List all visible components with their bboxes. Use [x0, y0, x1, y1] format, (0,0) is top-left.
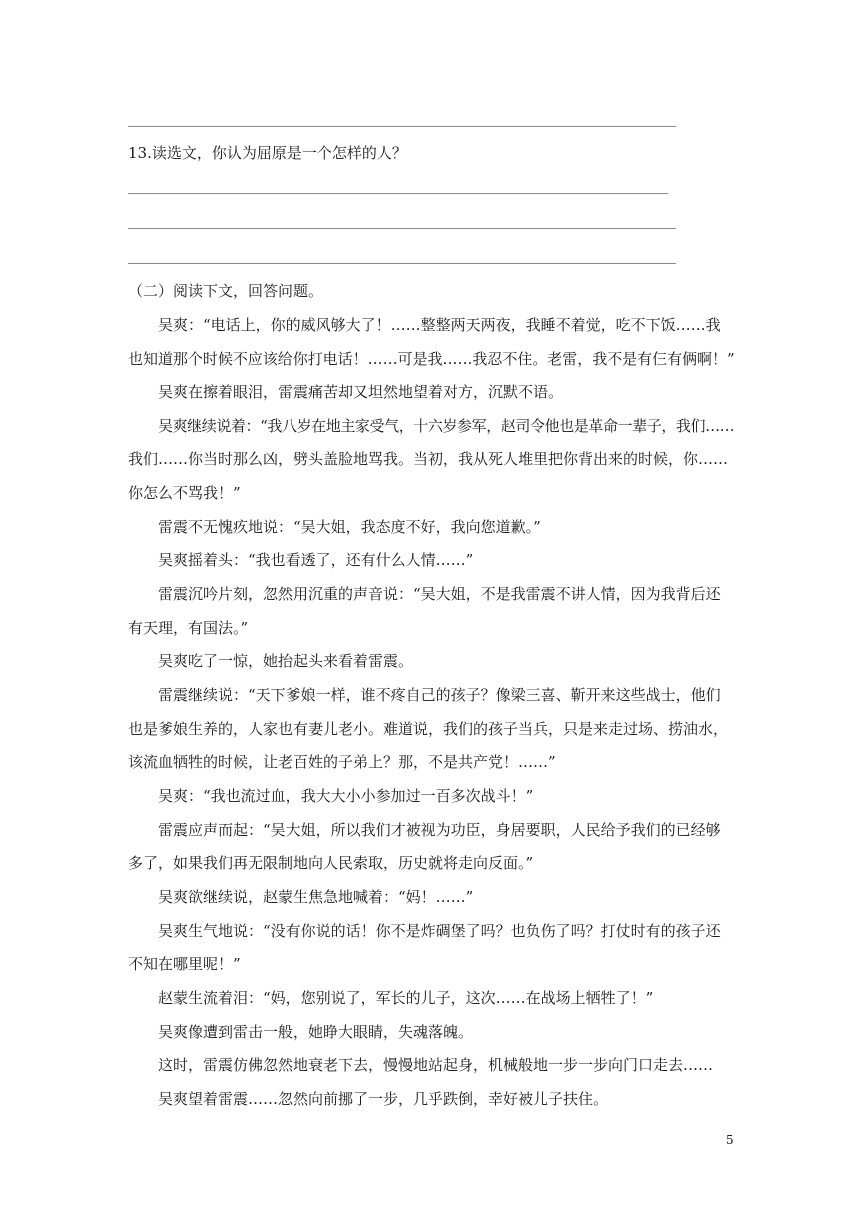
text-line: 也知道那个时候不应该给你打电话！……可是我……我忍不住。老雷，我不是有仨有俩啊！” [128, 350, 735, 368]
answer-line [128, 228, 676, 229]
section-heading: （二）阅读下文，回答问题。 [128, 282, 324, 300]
text-line: 你怎么不骂我！” [128, 484, 241, 502]
text-line: 雷震沉吟片刻，忽然用沉重的声音说：“吴大姐，不是我雷震不讲人情，因为我背后还 [158, 585, 721, 603]
text-line: 雷震继续说：“天下爹娘一样，谁不疼自己的孩子？像梁三喜、靳开来这些战士，他们 [158, 686, 721, 704]
text-line: 吴爽吃了一惊，她抬起头来看着雷震。 [158, 652, 414, 670]
text-line: 赵蒙生流着泪：“妈，您别说了，军长的儿子，这次……在战场上牺牲了！” [158, 989, 654, 1007]
text-line: 吴爽生气地说：“没有你说的话！你不是炸碉堡了吗？也负伤了吗？打仗时有的孩子还 [158, 922, 721, 940]
answer-line [128, 193, 668, 194]
text-line: 该流血牺牲的时候，让老百姓的子弟上？那，不是共产党！……” [128, 753, 556, 771]
text-line: 多了，如果我们再无限制地向人民索取，历史就将走向反面。” [128, 854, 534, 872]
text-line: 吴爽：“我也流过血，我大大小小参加过一百多次战斗！” [158, 787, 534, 805]
text-line: 吴爽：“电话上，你的威风够大了！……整整两天两夜，我睡不着觉，吃不下饭……我 [158, 316, 721, 334]
text-line: 吴爽摇着头：“我也看透了，还有什么人情……” [158, 551, 474, 569]
text-line: 吴爽继续说着：“我八岁在地主家受气，十六岁参军，赵司令他也是革命一辈子，我们…… [158, 417, 735, 435]
text-line: 雷震不无愧疚地说：“吴大姐，我态度不好，我向您道歉。” [158, 518, 541, 536]
text-line: 我们……你当时那么凶，劈头盖脸地骂我。当初，我从死人堆里把你背出来的时候，你…… [128, 450, 729, 468]
text-line: 也是爹娘生养的，人家也有妻儿老小。难道说，我们的孩子当兵，只是来走过场、捞油水， [128, 720, 729, 738]
text-line: 雷震应声而起：“吴大姐，所以我们才被视为功臣，身居要职，人民给予我们的已经够 [158, 821, 721, 839]
page-number: 5 [726, 1133, 734, 1147]
text-line: 这时，雷震仿佛忽然地衰老下去，慢慢地站起身，机械般地一步一步向门口走去…… [158, 1056, 714, 1074]
text-line: 吴爽像遭到雷击一般，她睁大眼睛，失魂落魄。 [158, 1023, 474, 1041]
text-line: 吴爽望着雷震……忽然向前挪了一步，几乎跌倒，幸好被儿子扶住。 [158, 1090, 609, 1108]
question-13: 13.读选文，你认为屈原是一个怎样的人？ [128, 144, 407, 162]
text-line: 吴爽在擦着眼泪，雷震痛苦却又坦然地望着对方，沉默不语。 [158, 383, 564, 401]
text-line: 有天理，有国法。” [128, 619, 249, 637]
answer-line [128, 263, 676, 264]
text-line: 吴爽欲继续说，赵蒙生焦急地喊着：“妈！……” [158, 888, 474, 906]
answer-line [128, 126, 676, 127]
text-line: 不知在哪里呢！” [128, 955, 241, 973]
